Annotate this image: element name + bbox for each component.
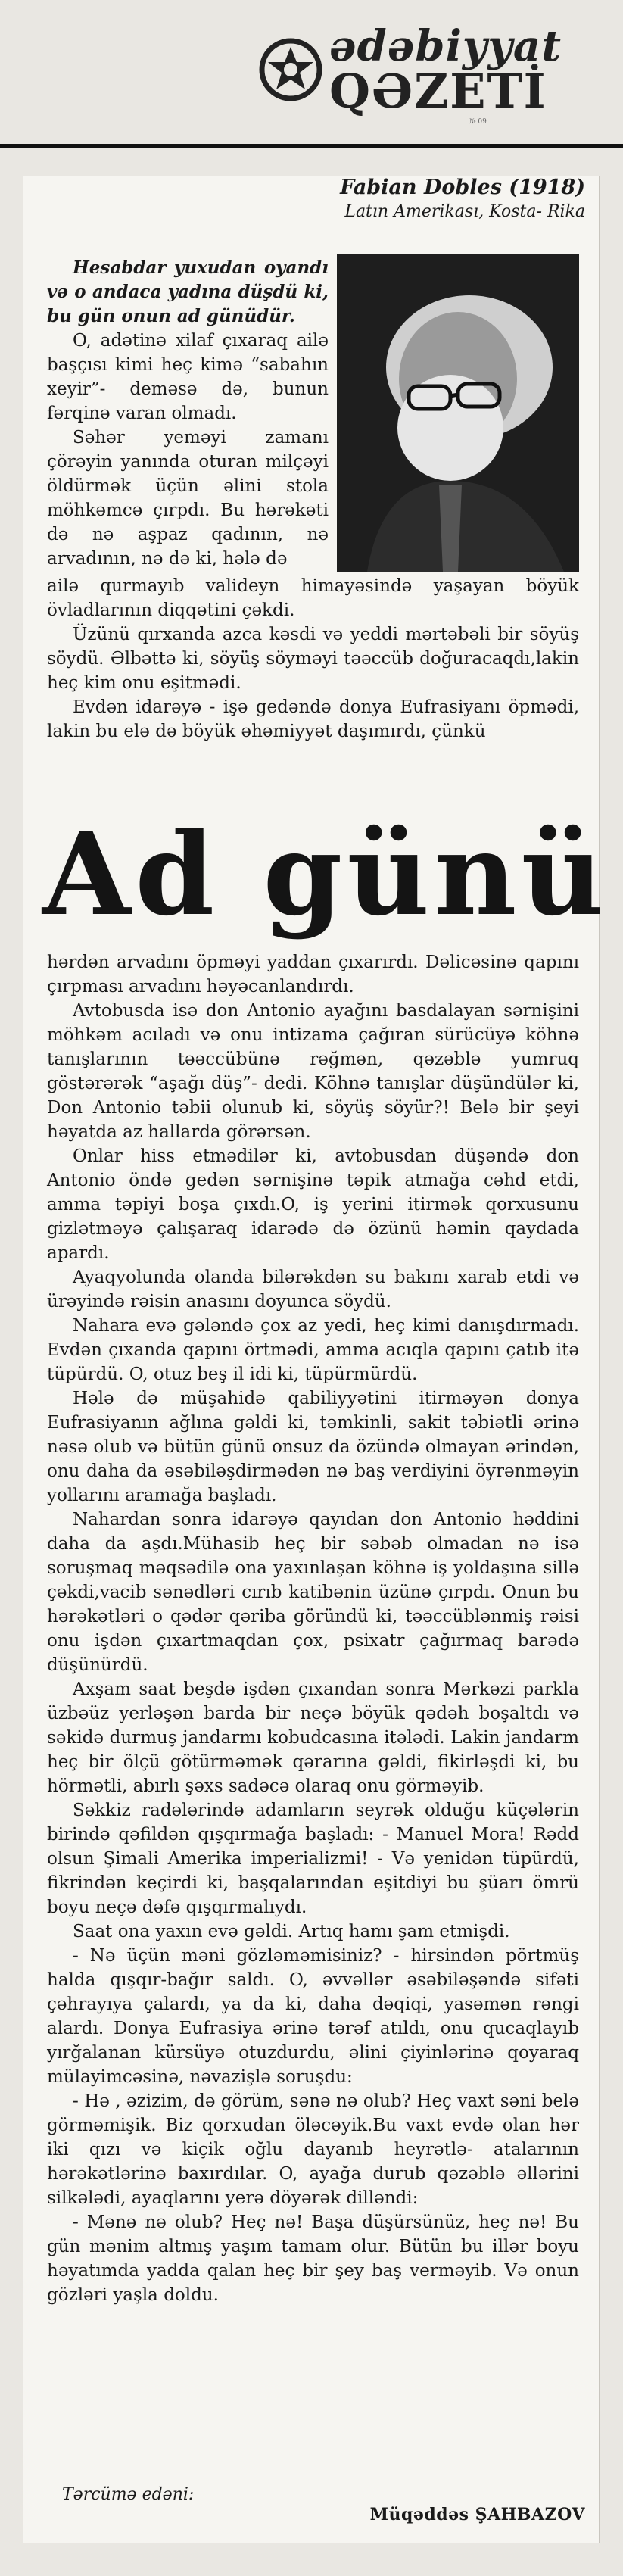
mid-paragraph-3: Evdən idarəyə - işə gedəndə donya Eufrasiyanı öpmədi, lakin bu elə də böyük əhəmiyyət daşımırdı, çünkü [47,697,579,741]
article-headline: Ad günü [42,808,609,941]
masthead-title-line1: ədəbiyyat [329,21,562,71]
body-paragraph: hərdən arvadını öpməyi yaddan çıxarırdı. Dəlicəsinə qapını çırpması arvadını həyəcanlandırdı. [47,953,579,996]
body-paragraph: Ayaqyolunda olanda bilərəkdən su bakını xarab etdi və ürəyində rəisin anasını doyunca söydü. [47,1268,579,1311]
author-portrait-image [337,254,579,572]
body-paragraph: - Nə üçün məni gözləməmisiniz? - hirsindən pörtmüş halda qışqır-bağır saldı. O, əvvəllər əsəbiləşəndə sifəti çəhrayıya çalardı, ya da ki, daha dəqiqi, yasəmən rəngi alardı. Donya Eufrasiya ərinə tərəf atıldı, onu qucaqlayıb yırğalanan kürsüyə otuzdurdu, əlini çiyinlərinə qoyaraq mülayimcəsinə, nəvazişlə soruşdu: [47,1946,579,2087]
masthead [257,14,562,127]
body-paragraph: - Hə , əzizim, də görüm, sənə nə olub? Heç vaxt səni belə görməmişik. Biz qorxudan öləcəyik.Bu vaxt evdə olan hər iki qızı və kiçik oğlu dayanıb heyrətlə- atalarının hərəkətlərinə baxırdılar. O, ayağa durub qəzəblə əllərini silkələdi, ayaqlarını yerə döyərək dilləndi: [47,2091,579,2208]
mid-column [47,574,579,744]
mid-paragraph-1: ailə qurmayıb valideyn himayəsində yaşayan böyük övladlarının diqqətini çəkdi. [47,576,579,620]
intro-paragraph-2: Səhər yeməyi zamanı çörəyin yanında oturan milçəyi öldürmək üçün əlini stola möhkəmcə çırpdı. Bu hərəkəti də nə aşpaz qadının, nə arvadının, nə də ki, hələ də [47,428,329,569]
author-photo [337,254,579,572]
masthead-title-line2: QƏZETİ [329,64,547,119]
translator-name: Müqəddəs ŞAHBAZOV [369,2505,585,2525]
body-paragraph: Axşam saat beşdə işdən çıxandan sonra Mərkəzi parkla üzbəüz yerləşən barda bir neçə böyük qədəh boşaltdı və səkidə durmuş jandarmı kobudcasına itələdi. Lakin jandarm heç bir ölçü götürməmək qərarına gəldi, fikirləşdi ki, bu hörmətli, abırlı şəxs sadəcə olaraq onu görməyib. [47,1679,579,1796]
body-paragraph: Nahardan sonra idarəyə qayıdan don Antonio həddini daha da aşdı.Mühasib heç bir səbəb olmadan nə isə soruşmaq məqsədilə ona yaxınlaşan köhnə iş yoldaşına sillə çəkdi,vacib sənədləri cırıb katibənin üzünə çırpdı. Onun bu hərəkətləri o qədər qəriba göründü ki, təəccüblənmiş rəisi onu işdən çıxartmaqdan çox, psixatr çağırmaq barədə düşünürdü. [47,1510,579,1675]
body-paragraph: Nahara evə gələndə çox az yedi, heç kimi danışdırmadı. Evdən çıxanda qapını örtmədi, amma acıqla qapını çatıb itə tüpürdü. O, otuz beş il idi ki, tüpürmürdü. [47,1316,579,1384]
author-name: Fabian Dobles (1918) [340,176,585,199]
body-paragraph: Hələ də müşahidə qabiliyyətini itirməyən donya Eufrasiyanın ağlına gəldi ki, təmkinli, sakit təbiətli ərinə nəsə olub və bütün günü onsuz da özündə olmayan ərindən, onu daha da əsəbiləşdirmədən nə baş verdiyini öyrənməyin yollarını aramağa başladı. [47,1389,579,1505]
translator-label: Tərcümə edəni: [62,2485,195,2504]
intro-paragraph-1: O, adətinə xilaf çıxaraq ailə başçısı kimi heç kimə “sabahın xeyir”- deməsə də, bunun fərqinə varan olmadı. [47,331,329,423]
intro-column [47,256,329,571]
body-paragraph: Onlar hiss etmədilər ki, avtobusdan düşəndə don Antonio öndə gedən sərnişinə təpik atmağa cəhd etdi, amma təpiyi boşa çıxdı.O, iş yerini itirmək qorxusunu gizlətməyə çalışaraq idarədə də özünü həmin qaydada apardı. [47,1146,579,1263]
author-block [340,176,585,221]
author-origin: Latın Amerikası, Kosta- Rika [344,202,585,221]
lead-paragraph: Hesabdar yuxudan oyandı və o andaca yadına düşdü ki, bu gün onun ad günüdür. [47,257,329,326]
body-paragraph: Avtobusda isə don Antonio ayağını basdalayan sərnişini möhkəm acıladı və onu intizama çağıran sürücüyə köhnə tanışlarının təəccübünə rəğmən, qəzəblə yumruq göstərərək “aşağı düş”- dedi. Köhnə tanışlar düşündülər ki, Don Antonio təbii olunub ki, söyüş söyür?! Belə bir şeyi həyatda az hallarda görərsən. [47,1001,579,1142]
body-paragraph: Səkkiz radələrində adamların seyrək olduğu küçələrin birində qəfildən qışqırmağa başladı: - Manuel Mora! Rədd olsun Şimali Amerika imperializmi! - Və yenidən tüpürdü, fikrindən keçirdi ki, başqalarından eşitdiyi bu şüarı ömrü boyu neçə dəfə qışqırmalıydı. [47,1801,579,1917]
lower-column [47,950,579,2307]
body-paragraph: Saat ona yaxın evə gəldi. Artıq hamı şam etmişdi. [73,1922,510,1941]
mid-paragraph-2: Üzünü qırxanda azca kəsdi və yeddi mərtəbəli bir söyüş söydü. Əlbəttə ki, söyüş söyməyi təəccüb doğuracaqdı,lakin heç kim onu eşitmədi. [47,625,579,693]
masthead-issue: № 09 [469,118,487,126]
body-paragraph: - Mənə nə olub? Heç nə! Başa düşürsünüz, heç nə! Bu gün mənim altmış yaşım tamam olur. Bütün bu illər boyu həyatımda yadda qalan heç bir şey baş verməyib. Və onun gözləri yaşla doldu. [47,2213,579,2305]
top-divider [0,144,623,148]
emblem-icon [257,36,324,103]
